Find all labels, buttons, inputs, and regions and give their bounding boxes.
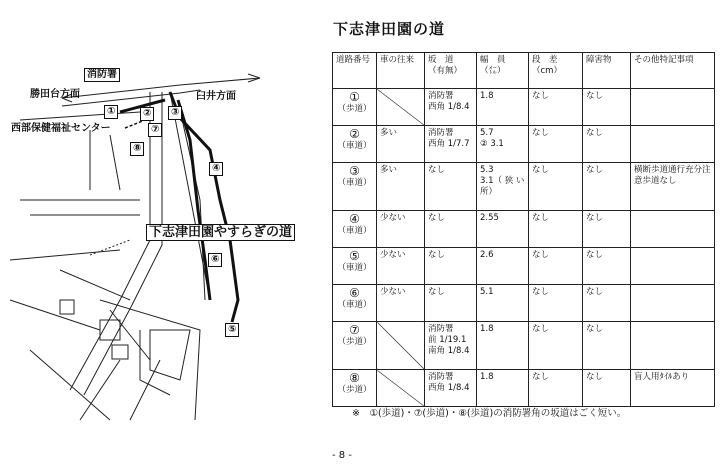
road-number-cell: ② （車道） bbox=[333, 126, 377, 163]
traffic-cell: 少ない bbox=[377, 248, 425, 285]
table-row bbox=[333, 211, 715, 248]
notes-cell bbox=[631, 89, 715, 126]
traffic-cell: 多い bbox=[377, 163, 425, 211]
col-header-slope: 坂 道 （有無） bbox=[425, 53, 477, 89]
slope-cell: なし bbox=[425, 285, 477, 322]
page-title: 下志津田園の道 bbox=[333, 20, 446, 38]
width-cell: 5.1 bbox=[477, 285, 529, 322]
road-number-cell: ⑧ （歩道） bbox=[333, 370, 377, 407]
step-cell: なし bbox=[529, 248, 583, 285]
traffic-cell bbox=[377, 322, 425, 370]
map-marker-8: ⑧ bbox=[130, 142, 144, 156]
step-cell: なし bbox=[529, 370, 583, 407]
table-row bbox=[333, 89, 715, 126]
step-cell: なし bbox=[529, 126, 583, 163]
slope-cell: 消防署 西角 1/7.7 bbox=[425, 126, 477, 163]
traffic-cell: 多い bbox=[377, 126, 425, 163]
traffic-cell bbox=[377, 370, 425, 407]
table-row bbox=[333, 126, 715, 163]
obstacle-cell: なし bbox=[583, 211, 631, 248]
obstacle-cell: なし bbox=[583, 126, 631, 163]
table-row bbox=[333, 370, 715, 407]
footnote: ※ ①(歩道)・⑦(歩道)・⑧(歩道)の消防署角の坂道はごく短い。 bbox=[352, 408, 627, 419]
map-marker-7: ⑦ bbox=[148, 123, 162, 137]
table-row bbox=[333, 248, 715, 285]
road-info-table bbox=[332, 52, 715, 407]
map-marker-5: ⑤ bbox=[225, 323, 239, 337]
width-cell: 1.8 bbox=[477, 322, 529, 370]
step-cell: なし bbox=[529, 285, 583, 322]
table-header-row bbox=[333, 53, 715, 89]
traffic-cell bbox=[377, 89, 425, 126]
obstacle-cell: なし bbox=[583, 248, 631, 285]
map-marker-4: ④ bbox=[209, 162, 223, 176]
width-cell: 5.3 3.1（ 狭 い 所） bbox=[477, 163, 529, 211]
table-row bbox=[333, 163, 715, 211]
slope-cell: なし bbox=[425, 248, 477, 285]
width-cell: 1.8 bbox=[477, 89, 529, 126]
notes-cell bbox=[631, 211, 715, 248]
step-cell: なし bbox=[529, 322, 583, 370]
width-cell: 2.6 bbox=[477, 248, 529, 285]
map-label-usui: 臼井方面 bbox=[196, 91, 236, 102]
slope-cell: なし bbox=[425, 163, 477, 211]
width-cell: 5.7 ② 3.1 bbox=[477, 126, 529, 163]
notes-cell bbox=[631, 322, 715, 370]
road-number-cell: ⑦ （歩道） bbox=[333, 322, 377, 370]
route-map bbox=[0, 0, 320, 468]
table-row bbox=[333, 285, 715, 322]
map-label-fire-station: 消防署 bbox=[84, 68, 120, 82]
slope-cell: 消防署 西角 1/8.4 bbox=[425, 89, 477, 126]
map-marker-2: ② bbox=[140, 107, 154, 121]
col-header-notes: その他特記事項 bbox=[631, 53, 715, 89]
notes-cell bbox=[631, 248, 715, 285]
obstacle-cell: なし bbox=[583, 322, 631, 370]
traffic-cell: 少ない bbox=[377, 285, 425, 322]
col-header-traffic: 車の往来 bbox=[377, 53, 425, 89]
page-number: - 8 - bbox=[332, 450, 352, 461]
map-marker-1: ① bbox=[104, 105, 118, 119]
slope-cell: 消防署 西角 1/8.4 bbox=[425, 370, 477, 407]
map-label-katsutadai: 勝田台方面 bbox=[30, 89, 80, 100]
obstacle-cell: なし bbox=[583, 370, 631, 407]
obstacle-cell: なし bbox=[583, 163, 631, 211]
col-header-obstacle: 障害物 bbox=[583, 53, 631, 89]
col-header-road-number: 道路番号 bbox=[333, 53, 377, 89]
map-label-road-name: 下志津田園やすらぎの道 bbox=[146, 224, 295, 241]
map-marker-3: ③ bbox=[168, 106, 182, 120]
col-header-step: 段 差 （cm） bbox=[529, 53, 583, 89]
road-number-cell: ③ （車道） bbox=[333, 163, 377, 211]
table-row bbox=[333, 322, 715, 370]
road-number-cell: ④ （車道） bbox=[333, 211, 377, 248]
notes-cell bbox=[631, 126, 715, 163]
notes-cell: 盲人用ﾀｲﾙあり bbox=[631, 370, 715, 407]
map-marker-6: ⑥ bbox=[208, 253, 222, 267]
width-cell: 1.8 bbox=[477, 370, 529, 407]
notes-cell: 横断歩道通行充分注意歩道なし bbox=[631, 163, 715, 211]
notes-cell bbox=[631, 285, 715, 322]
road-number-cell: ① （歩道） bbox=[333, 89, 377, 126]
map-label-west-center: 西部保健福祉センター bbox=[11, 123, 111, 134]
step-cell: なし bbox=[529, 211, 583, 248]
slope-cell: なし bbox=[425, 211, 477, 248]
step-cell: なし bbox=[529, 163, 583, 211]
obstacle-cell: なし bbox=[583, 89, 631, 126]
col-header-width: 幅 員 （㍍） bbox=[477, 53, 529, 89]
step-cell: なし bbox=[529, 89, 583, 126]
traffic-cell: 少ない bbox=[377, 211, 425, 248]
road-number-cell: ⑤ （車道） bbox=[333, 248, 377, 285]
width-cell: 2.55 bbox=[477, 211, 529, 248]
obstacle-cell: なし bbox=[583, 285, 631, 322]
road-number-cell: ⑥ （車道） bbox=[333, 285, 377, 322]
slope-cell: 消防署 前 1/19.1 南角 1/8.4 bbox=[425, 322, 477, 370]
